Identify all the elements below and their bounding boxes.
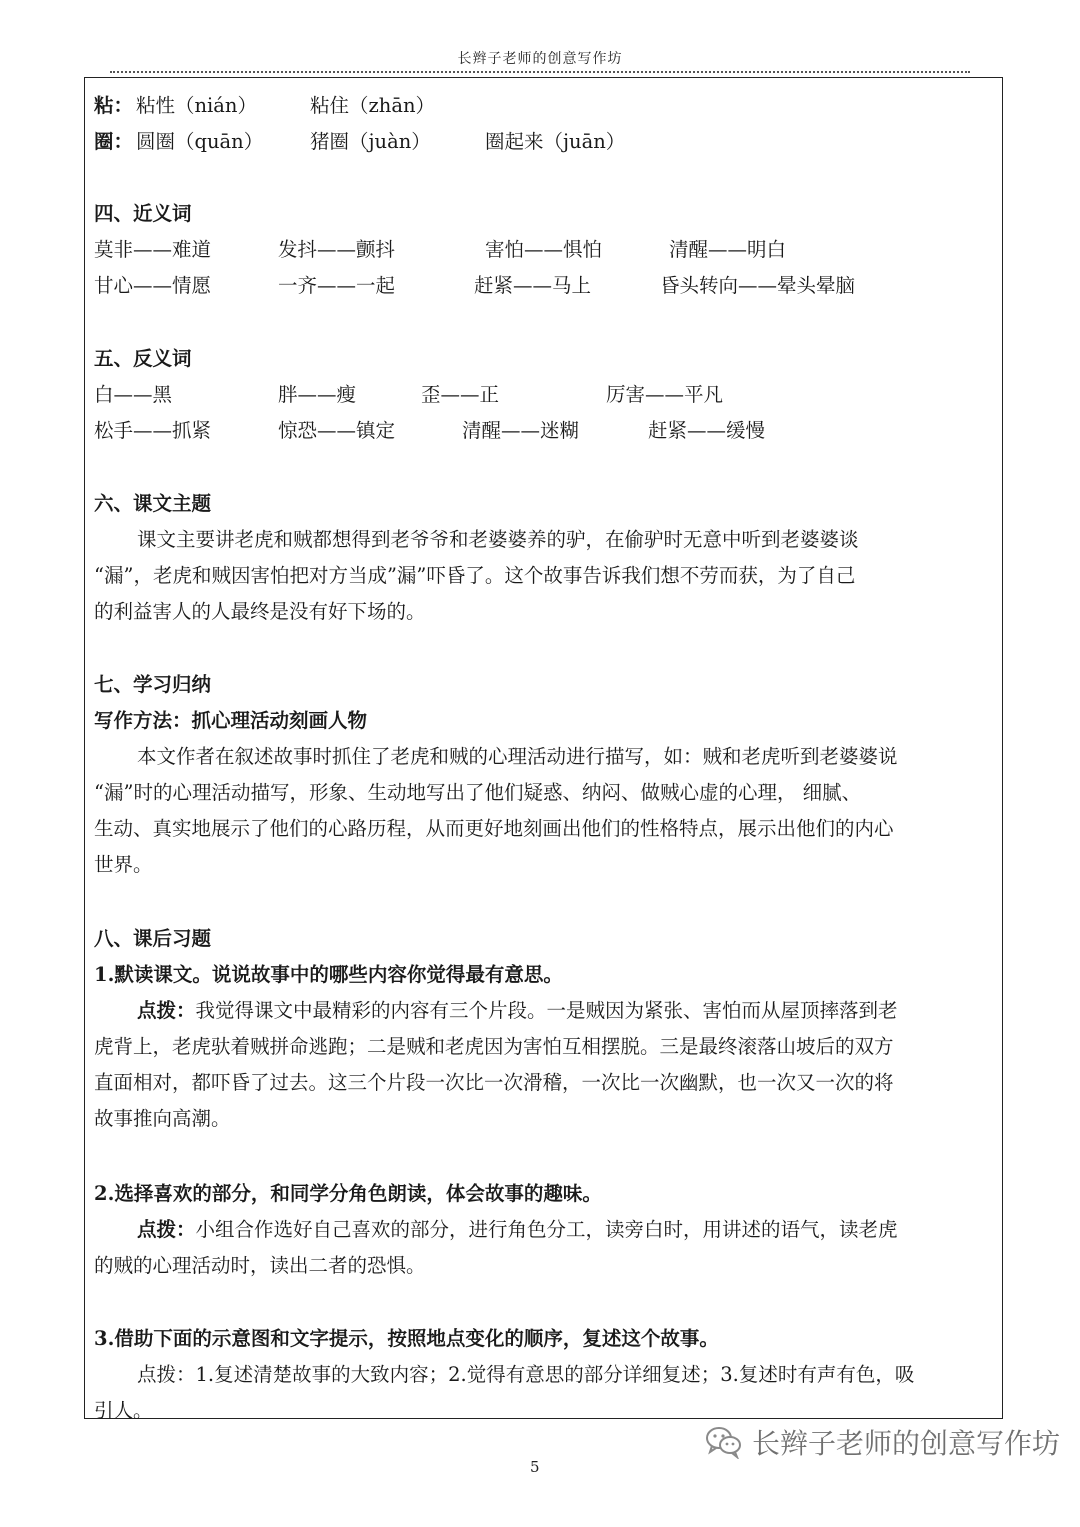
hint-text: 1.复述清楚故事的大致内容；2.觉得有意思的部分详细复述；3.复述时有声有色，吸 <box>195 1363 915 1386</box>
section-heading-summary: 七、学习归纳 <box>94 673 212 696</box>
summary-line: 本文作者在叙述故事时抓住了老虎和贼的心理活动进行描写，如：贼和老虎听到老婆婆说 <box>137 745 898 768</box>
exercise-hint-line <box>94 1214 898 1242</box>
hint-label: 点拨： <box>137 1363 196 1386</box>
exercise-question: 2.选择喜欢的部分，和同学分角色朗读，体会故事的趣味。 <box>94 1182 602 1205</box>
wechat-icon <box>704 1425 744 1459</box>
synonym-pair: 清醒——明白 <box>669 238 787 261</box>
wechat-watermark <box>704 1422 1060 1462</box>
theme-line: “漏”，老虎和贼因害怕把对方当成”漏”吓昏了。这个故事告诉我们想不劳而获，为了自己 <box>94 564 856 587</box>
antonym-pair: 赶紧——缓慢 <box>648 419 766 442</box>
synonym-pair: 发抖——颤抖 <box>278 238 396 261</box>
exercise-hint-line: 故事推向高潮。 <box>94 1107 231 1130</box>
section-heading-antonyms: 五、反义词 <box>94 347 192 370</box>
exercise-hint-line: 直面相对，都吓昏了过去。这三个片段一次比一次滑稽，一次比一次幽默，也一次又一次的将 <box>94 1071 894 1094</box>
antonym-pair: 厉害——平凡 <box>606 383 724 406</box>
watermark-text: 长辫子老师的创意写作坊 <box>752 1428 1061 1459</box>
page-header-title: 长辫子老师的创意写作坊 <box>457 51 623 67</box>
theme-line: 的利益害人的人最终是没有好下场的。 <box>94 600 426 623</box>
antonym-pair: 松手——抓紧 <box>94 419 212 442</box>
synonym-pair: 害怕——惧怕 <box>485 238 603 261</box>
polyphone-char: 粘： <box>94 94 134 117</box>
exercise-question: 3.借助下面的示意图和文字提示，按照地点变化的顺序，复述这个故事。 <box>94 1327 719 1350</box>
exercise-hint-line <box>94 995 898 1023</box>
header-divider <box>110 71 970 73</box>
theme-line: 课文主要讲老虎和贼都想得到老爷爷和老婆婆养的驴，在偷驴时无意中听到老婆婆谈 <box>137 528 859 551</box>
synonym-pair: 甘心——情愿 <box>94 274 212 297</box>
polyphone-reading: 圆圈（quān） <box>136 130 264 153</box>
polyphone-reading: 粘住（zhān） <box>310 94 436 117</box>
summary-line: “漏”时的心理活动描写，形象、生动地写出了他们疑惑、纳闷、做贼心虚的心理， 细腻、 <box>94 781 862 804</box>
exercise-hint-line: 的贼的心理活动时，读出二者的恐惧。 <box>94 1254 426 1277</box>
exercise-hint-line <box>94 1359 914 1387</box>
page-number: 5 <box>530 1458 540 1476</box>
summary-line: 生动、真实地展示了他们的心路历程，从而更好地刻画出他们的性格特点，展示出他们的内心 <box>94 817 894 840</box>
synonym-pair: 赶紧——马上 <box>474 274 592 297</box>
polyphone-reading: 猪圈（juàn） <box>310 130 431 153</box>
writing-method-subheading: 写作方法：抓心理活动刻画人物 <box>94 709 368 732</box>
exercise-question: 1.默读课文。说说故事中的哪些内容你觉得最有意思。 <box>94 963 563 986</box>
hint-text: 我觉得课文中最精彩的内容有三个片段。一是贼因为紧张、害怕而从屋顶摔落到老 <box>195 999 898 1022</box>
exercise-hint-line: 虎背上，老虎驮着贼拼命逃跑；二是贼和老虎因为害怕互相摆脱。三是最终滚落山坡后的双方 <box>94 1035 894 1058</box>
synonym-pair: 莫非——难道 <box>94 238 212 261</box>
antonym-pair: 惊恐——镇定 <box>278 419 396 442</box>
hint-text: 小组合作选好自己喜欢的部分，进行角色分工，读旁白时，用讲述的语气，读老虎 <box>195 1218 898 1241</box>
polyphone-reading: 圈起来（juān） <box>485 130 626 153</box>
exercise-hint-line: 引人。 <box>94 1399 153 1422</box>
hint-label: 点拨： <box>137 1218 196 1241</box>
antonym-pair: 胖——瘦 <box>278 383 357 406</box>
section-heading-synonyms: 四、近义词 <box>94 202 192 225</box>
section-heading-exercises: 八、课后习题 <box>94 927 212 950</box>
polyphone-char: 圈： <box>94 130 134 153</box>
antonym-pair: 歪——正 <box>421 383 500 406</box>
synonym-pair: 一齐——一起 <box>278 274 396 297</box>
antonym-pair: 清醒——迷糊 <box>462 419 580 442</box>
antonym-pair: 白——黑 <box>94 383 173 406</box>
summary-line: 世界。 <box>94 853 153 876</box>
polyphone-reading: 粘性（nián） <box>136 94 257 117</box>
section-heading-theme: 六、课文主题 <box>94 492 212 515</box>
synonym-pair: 昏头转向——晕头晕脑 <box>660 274 856 297</box>
hint-label: 点拨： <box>137 999 196 1022</box>
